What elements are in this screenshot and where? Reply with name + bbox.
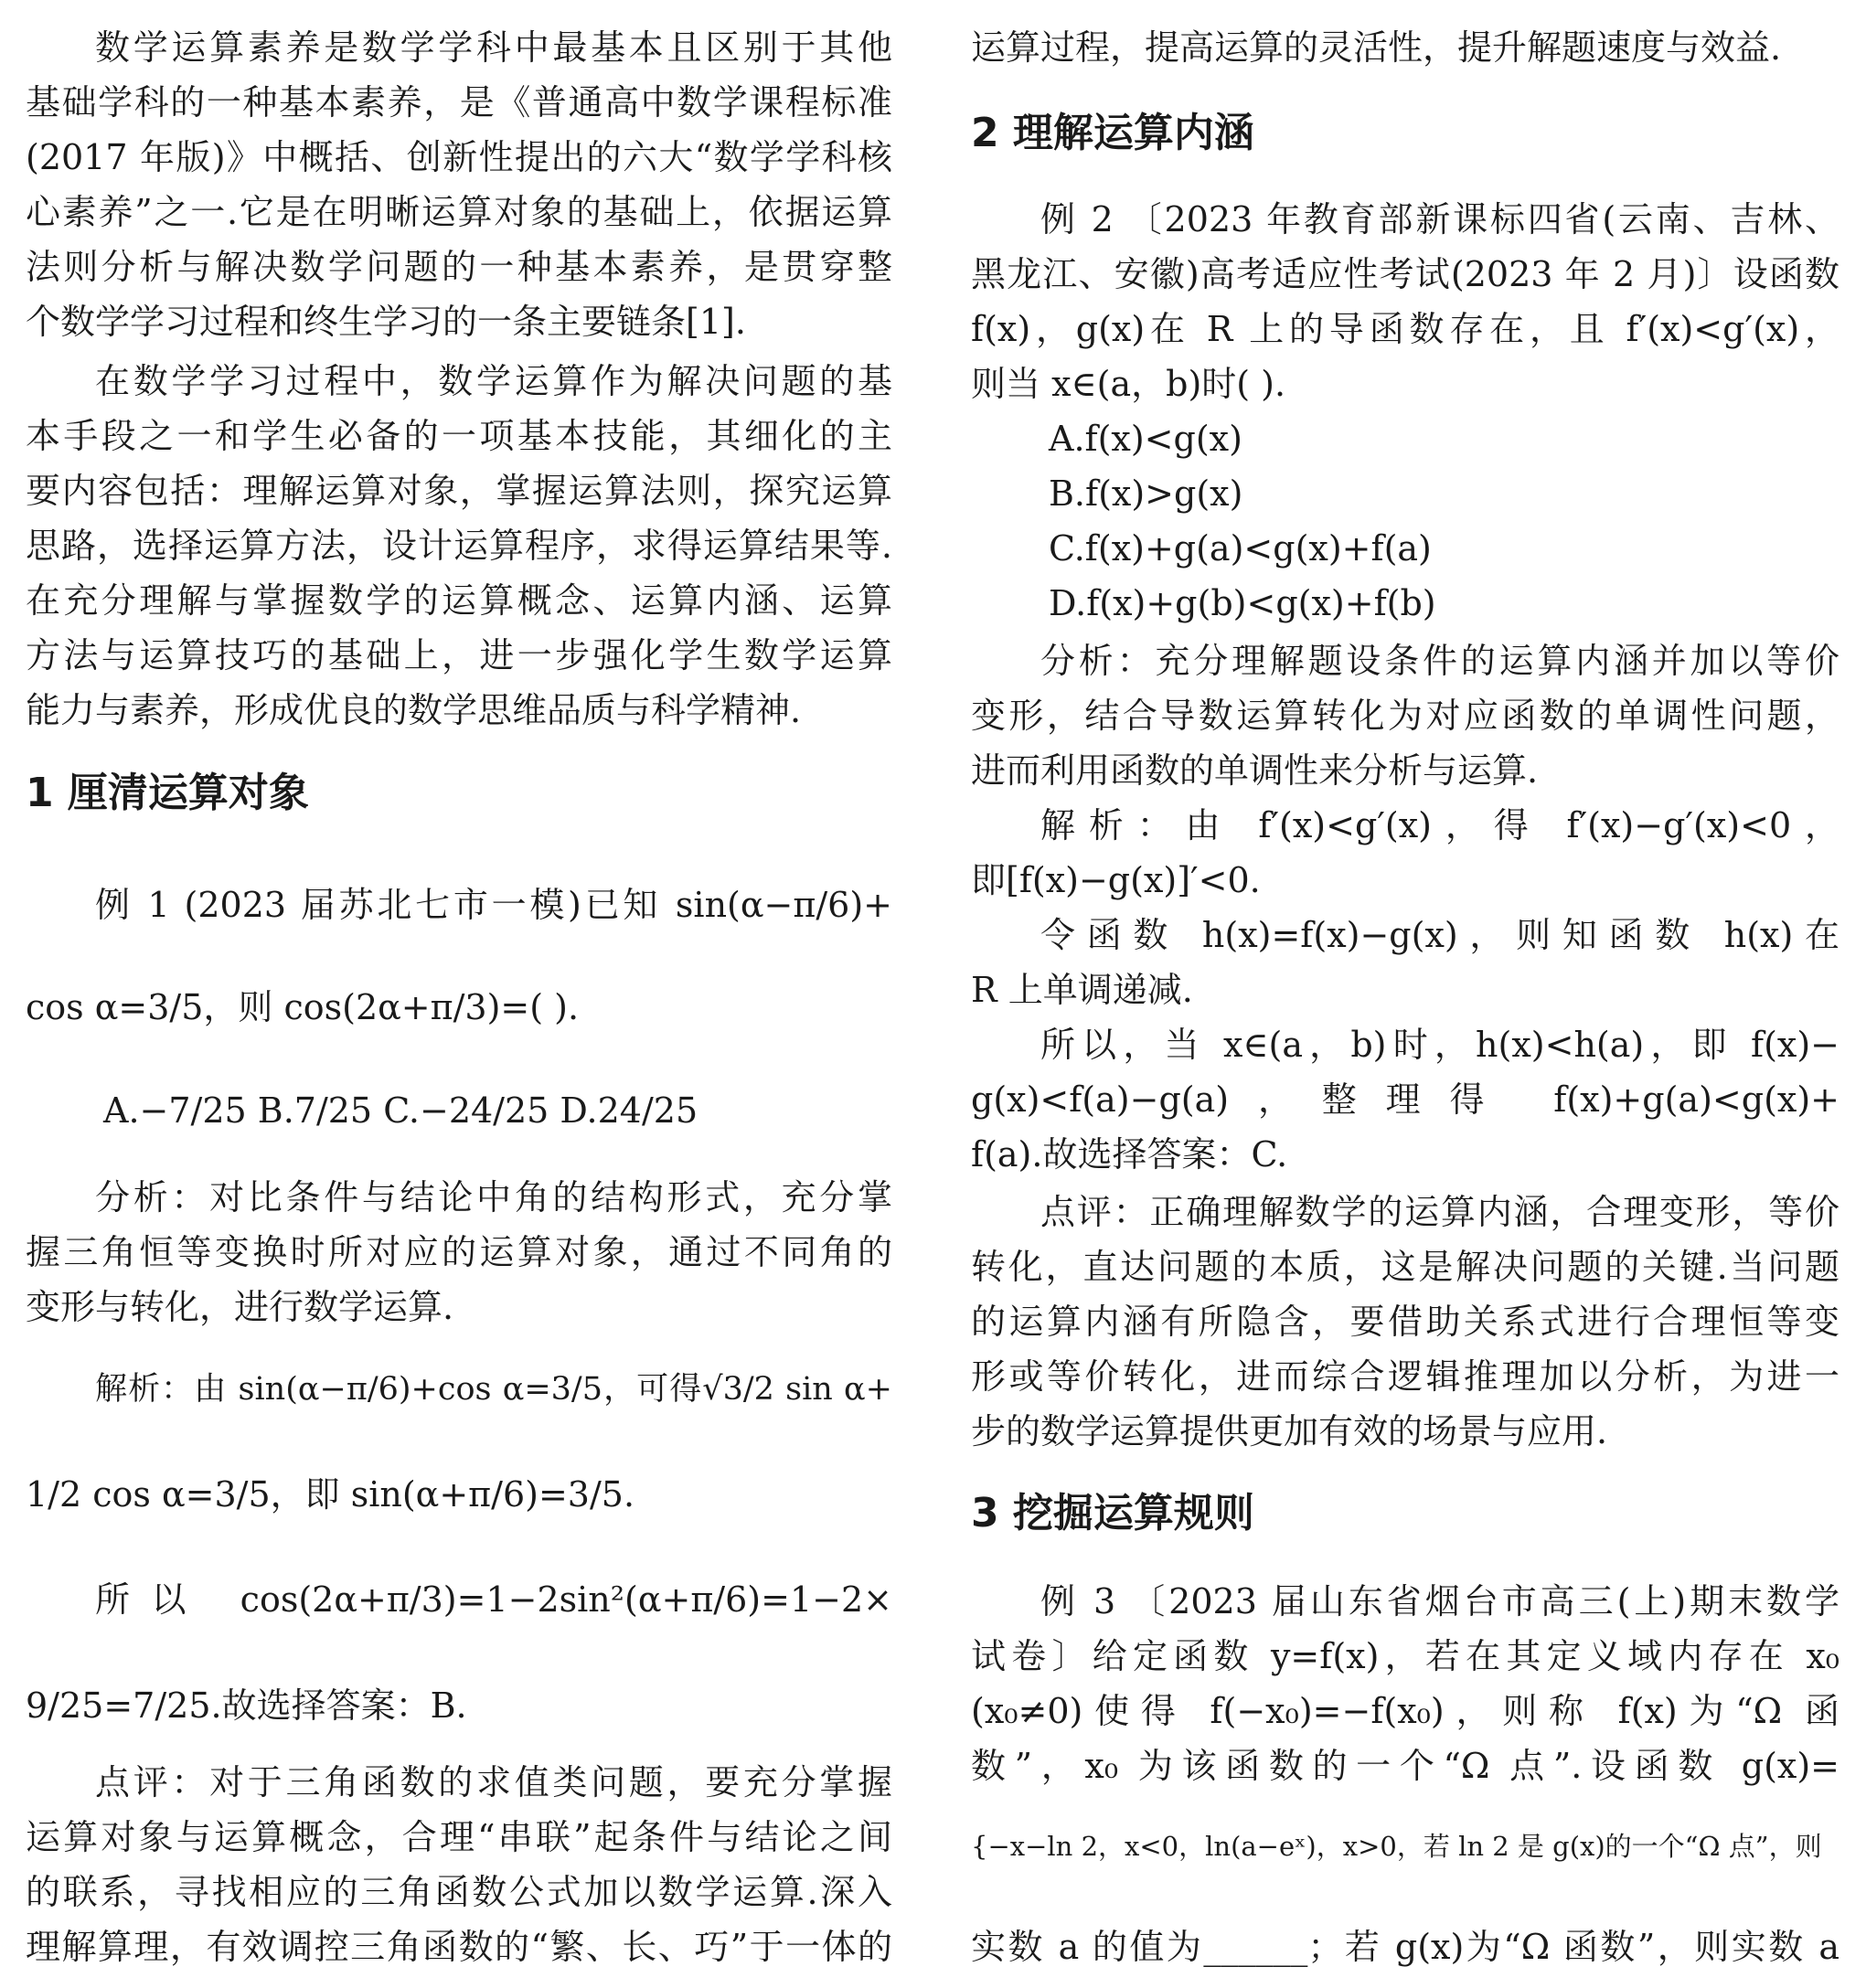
paragraph-line: 思路，选择运算方法，设计运算程序，求得运算结果等. [26,526,892,566]
solution-line: 所以，当 x∈(a，b)时，h(x)<h(a)，即 f(x)− [1040,1025,1839,1065]
example-3-line: 数”，x₀ 为该函数的一个“Ω 点”.设函数 g(x)= [971,1746,1839,1786]
paragraph-line: 在充分理解与掌握数学的运算概念、运算内涵、运算 [26,580,892,621]
solution-line: 所以 cos(2α+π/3)=1−2sin²(α+π/6)=1−2× [95,1579,892,1620]
comment-line: 的运算内涵有所隐含，要借助关系式进行合理恒等变 [971,1302,1839,1342]
analysis-line: 分析：充分理解题设条件的运算内涵并加以等价 [1040,641,1839,681]
comment-line: 运算对象与运算概念，合理“串联”起条件与结论之间 [26,1817,892,1857]
section-heading-1: 1 厘清运算对象 [26,770,309,816]
analysis-line: 握三角恒等变换时所对应的运算对象，通过不同角的 [26,1232,892,1272]
solution-line: 解析：由 sin(α−π/6)+cos α=3/5，可得√3/2 sin α+ [95,1371,892,1408]
example-3-line: {−x−ln 2，x<0，ln(a−eˣ)，x>0，若 ln 2 是 g(x)的一个“Ω 点”，则 [971,1831,1822,1862]
solution-line: 即[f(x)−g(x)]′<0. [971,860,1261,900]
solution-line: 令函数 h(x)=f(x)−g(x)，则知函数 h(x)在 [1040,915,1839,955]
solution-line: g(x)<f(a)−g(a)，整理得 f(x)+g(a)<g(x)+ [971,1079,1839,1120]
example-1-line: 例 1 (2023 届苏北七市一模)已知 sin(α−π/6)+ [95,885,892,925]
example-2-option-c: C.f(x)+g(a)<g(x)+f(a) [1049,528,1432,569]
analysis-line: 进而利用函数的单调性来分析与运算. [971,750,1539,791]
solution-line: 9/25=7/25.故选择答案：B. [26,1685,467,1726]
comment-line: 点评：对于三角函数的求值类问题，要充分掌握 [95,1762,892,1802]
example-2-option-a: A.f(x)<g(x) [1049,419,1242,459]
paragraph-line: 方法与运算技巧的基础上，进一步强化学生数学运算 [26,635,892,675]
paragraph-line: 心素养”之一.它是在明晰运算对象的基础上，依据运算 [26,192,892,232]
section-heading-2: 2 理解运算内涵 [971,110,1254,156]
example-2-line: 黑龙江、安徽)高考适应性考试(2023 年 2 月)〕设函数 [971,254,1839,294]
example-3-line: 实数 a 的值为______；若 g(x)为“Ω 函数”，则实数 a [971,1927,1839,1967]
paragraph-line: 要内容包括：理解运算对象，掌握运算法则，探究运算 [26,471,892,511]
paragraph-line: 能力与素养，形成优良的数学思维品质与科学精神. [26,690,802,730]
example-2-line: 例 2 〔2023 年教育部新课标四省(云南、吉林、 [1040,199,1839,239]
section-heading-3: 3 挖掘运算规则 [971,1490,1254,1536]
paragraph-line: (2017 年版)》中概括、创新性提出的六大“数学学科核 [26,137,892,177]
paragraph-line: 数学运算素养是数学学科中最基本且区别于其他 [95,27,892,68]
paragraph-line: 个数学学习过程和终生学习的一条主要链条[1]. [26,302,746,342]
example-2-option-d: D.f(x)+g(b)<g(x)+f(b) [1049,583,1436,623]
example-3-line: 例 3 〔2023 届山东省烟台市高三(上)期末数学 [1040,1581,1839,1621]
analysis-line: 变形，结合导数运算转化为对应函数的单调性问题， [971,696,1839,736]
paragraph-line: 基础学科的一种基本素养，是《普通高中数学课程标准 [26,82,892,122]
comment-line: 点评：正确理解数学的运算内涵，合理变形，等价 [1040,1192,1839,1232]
comment-line: 转化，直达问题的本质，这是解决问题的关键.当问题 [971,1247,1839,1287]
paragraph-line: 法则分析与解决数学问题的一种基本素养，是贯穿整 [26,247,892,287]
comment-line: 的联系，寻找相应的三角函数公式加以数学运算.深入 [26,1872,892,1912]
paragraph-line: 运算过程，提高运算的灵活性，提升解题速度与效益. [971,27,1782,68]
comment-line: 理解算理，有效调控三角函数的“繁、长、巧”于一体的 [26,1927,892,1967]
example-1-options: A.−7/25 B.7/25 C.−24/25 D.24/25 [103,1090,698,1131]
example-1-line: cos α=3/5，则 cos(2α+π/3)=( ). [26,987,580,1027]
example-3-line: 试卷〕给定函数 y=f(x)，若在其定义域内存在 x₀ [971,1636,1839,1676]
solution-line: 1/2 cos α=3/5，即 sin(α+π/6)=3/5. [26,1474,635,1515]
example-2-line: f(x)，g(x)在 R 上的导函数存在，且 f′(x)<g′(x)， [971,309,1839,349]
paragraph-line: 在数学学习过程中，数学运算作为解决问题的基 [95,361,892,401]
analysis-line: 变形与转化，进行数学运算. [26,1287,454,1327]
analysis-line: 分析：对比条件与结论中角的结构形式，充分掌 [95,1177,892,1217]
example-2-option-b: B.f(x)>g(x) [1049,473,1243,514]
paragraph-line: 本手段之一和学生必备的一项基本技能，其细化的主 [26,416,892,456]
comment-line: 形或等价转化，进而综合逻辑推理加以分析，为进一 [971,1356,1839,1397]
solution-line: f(a).故选择答案：C. [971,1134,1288,1175]
comment-line: 步的数学运算提供更加有效的场景与应用. [971,1411,1608,1451]
solution-line: 解析：由 f′(x)<g′(x)，得 f′(x)−g′(x)<0， [1040,805,1839,845]
solution-line: R 上单调递减. [971,970,1193,1010]
example-3-line: (x₀≠0)使得 f(−x₀)=−f(x₀)，则称 f(x)为“Ω 函 [971,1691,1839,1731]
example-2-line: 则当 x∈(a，b)时( ). [971,364,1286,404]
